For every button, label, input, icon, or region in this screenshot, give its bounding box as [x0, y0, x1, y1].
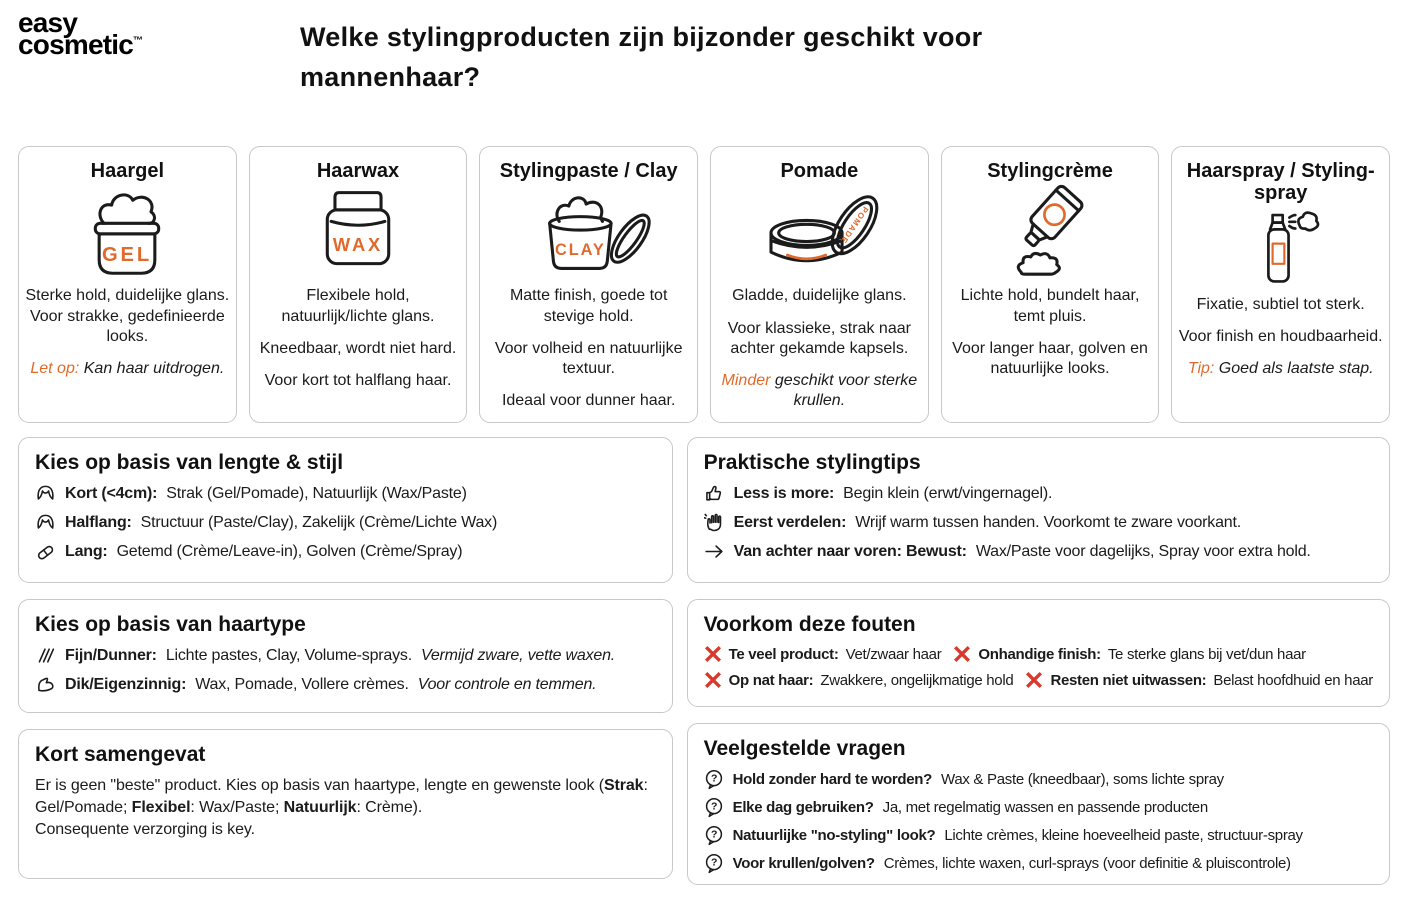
card-title: Haarwax — [316, 160, 400, 182]
item-text: Vet/zwaar haar — [845, 645, 942, 663]
item-text: Belast hoofdhuid en haar — [1213, 671, 1373, 689]
item-label: Halflang: — [65, 513, 132, 531]
faq-item — [704, 825, 1373, 846]
svg-text:POMADE: POMADE — [838, 205, 871, 246]
section-length-style — [18, 437, 673, 583]
section-mistakes — [687, 599, 1390, 707]
header — [0, 0, 1408, 146]
item-text: Lichte pastes, Clay, Volume-sprays. — [165, 646, 412, 664]
card-haarwax — [249, 146, 468, 423]
item-text: Wax, Pomade, Vollere crèmes. — [195, 675, 409, 693]
list-item — [35, 645, 656, 666]
svg-text:GEL: GEL — [102, 244, 153, 267]
faq-answer: Wax & Paste (kneedbaar), soms lichte spray — [941, 770, 1224, 788]
note-label: Minder — [721, 371, 771, 389]
item-label: Onhandige finish: — [978, 645, 1101, 663]
x-mark-icon — [704, 645, 722, 663]
mistake-item — [704, 671, 1014, 689]
wax-jar-icon — [256, 182, 461, 280]
card-text: Matte finish, goede tot stevige hold. — [509, 287, 668, 325]
card-text: Kneedbaar, wordt niet hard. — [259, 339, 457, 357]
question-bubble-icon — [704, 797, 724, 818]
gel-jar-icon — [25, 182, 230, 280]
card-text: Voor volheid en natuurlijke textuur. — [494, 339, 683, 377]
cream-tube-icon — [948, 182, 1153, 280]
waving-hand-icon — [704, 512, 725, 533]
section-title: Kies op basis van haartype — [35, 613, 306, 636]
fine-lines-icon — [35, 645, 56, 666]
card-stylingpaste-clay — [479, 146, 698, 423]
logo-line1: easy — [18, 7, 78, 38]
section-faq — [687, 723, 1390, 885]
short-hair-icon — [35, 483, 56, 504]
easycosmetic-logo — [18, 7, 143, 61]
faq-item — [704, 853, 1373, 874]
card-note — [717, 371, 922, 411]
card-title: Pomade — [780, 160, 859, 182]
faq-item — [704, 797, 1373, 818]
note-text: Goed als laatste stap. — [1218, 360, 1374, 378]
list-item — [35, 674, 656, 695]
mistake-item — [704, 645, 942, 663]
list-item — [704, 512, 1373, 533]
list-item — [35, 512, 656, 533]
item-label: Eerst verdelen: — [733, 513, 847, 531]
info-sections — [18, 437, 1390, 885]
card-haarspray — [1171, 146, 1390, 423]
card-text: Fixatie, subtiel tot sterk. — [1196, 295, 1365, 313]
note-label: Let op: — [30, 359, 80, 377]
card-stylingcreme — [941, 146, 1160, 423]
faq-answer: Crèmes, lichte waxen, curl-sprays (voor definitie & pluiscontrole) — [883, 854, 1291, 872]
card-text: Sterke hold, duidelijke glans. Voor strakke, gedefinieerde looks. — [25, 287, 230, 345]
section-title: Kies op basis van lengte & stijl — [35, 451, 344, 474]
faq-item — [704, 769, 1373, 790]
item-label: Resten niet uitwassen: — [1050, 671, 1207, 689]
item-text: Zwakkere, ongelijkmatige hold — [820, 671, 1014, 689]
card-title: Stylingcrème — [987, 160, 1113, 182]
left-column — [18, 437, 673, 885]
mistakes-row — [704, 645, 1373, 663]
card-title: Haarspray / Styling-spray — [1186, 160, 1375, 205]
svg-text:?: ? — [710, 800, 717, 813]
arrow-right-icon — [704, 541, 725, 562]
item-italic: Vermijd zware, vette waxen. — [420, 646, 616, 664]
item-text: Te sterke glans bij vet/dun haar — [1107, 645, 1306, 663]
card-text: Voor kort tot halflang haar. — [264, 371, 452, 389]
item-text: Getemd (Crème/Leave-in), Golven (Crème/Spray) — [116, 542, 463, 560]
item-label: Lang: — [65, 542, 108, 560]
card-title: Haargel — [90, 160, 165, 182]
card-text: Voor klassieke, strak naar achter gekamde kapsels. — [727, 319, 911, 357]
card-note — [1178, 359, 1383, 379]
card-pomade — [710, 146, 929, 423]
item-italic: Voor controle en temmen. — [417, 675, 597, 693]
section-hairtype — [18, 599, 673, 713]
item-text: Wrijf warm tussen handen. Voorkomt te zware voorkant. — [855, 513, 1241, 531]
svg-text:WAX: WAX — [332, 234, 384, 256]
summary-text: Er is geen "beste" product. Kies op basis van haartype, lengte en gewenste look (Strak: Gel/Pomade; Flexibel: Wax/Paste; Natuurlijk: Crème). Consequente verzorging is key. — [35, 777, 648, 839]
section-summary — [18, 729, 673, 879]
svg-text:?: ? — [710, 856, 717, 869]
spray-can-icon — [1178, 205, 1383, 289]
mistake-item — [1025, 671, 1373, 689]
faq-answer: Ja, met regelmatig wassen en passende producten — [882, 798, 1208, 816]
svg-text:?: ? — [710, 772, 717, 785]
x-mark-icon — [953, 645, 971, 663]
section-title: Praktische stylingtips — [703, 451, 921, 474]
logo-line2: cosmetic™ — [18, 29, 143, 61]
mistakes-row — [704, 671, 1373, 689]
x-mark-icon — [704, 671, 722, 689]
item-text: Structuur (Paste/Clay), Zakelijk (Crème/Lichte Wax) — [140, 513, 498, 531]
item-label: Dik/Eigenzinnig: — [65, 675, 187, 693]
item-text: Begin klein (erwt/vingernagel). — [843, 484, 1053, 502]
list-item — [35, 541, 656, 562]
card-text: Lichte hold, bundelt haar, temt pluis. — [960, 287, 1140, 325]
product-cards-row — [18, 146, 1390, 423]
thumbs-up-icon — [704, 483, 725, 504]
card-text: Gladde, duidelijke glans. — [732, 287, 907, 305]
section-title: Voorkom deze fouten — [703, 613, 916, 636]
right-column — [687, 437, 1390, 885]
x-mark-icon — [1025, 671, 1043, 689]
card-title: Stylingpaste / Clay — [499, 160, 678, 182]
trademark-symbol: ™ — [133, 36, 143, 48]
clay-jar-icon — [486, 182, 691, 280]
list-item — [35, 483, 656, 504]
faq-answer: Lichte crèmes, kleine hoeveelheid paste, structuur-spray — [944, 826, 1303, 844]
medium-hair-icon — [35, 512, 56, 533]
item-text: Strak (Gel/Pomade), Natuurlijk (Wax/Paste) — [166, 484, 467, 502]
section-title: Kort samengevat — [35, 743, 206, 766]
note-text: geschikt voor sterke krullen. — [774, 371, 918, 410]
question-bubble-icon — [704, 853, 724, 874]
section-title: Veelgestelde vragen — [703, 737, 906, 760]
card-note — [25, 359, 230, 379]
item-label: Less is more: — [733, 484, 835, 502]
faq-question: Elke dag gebruiken? — [732, 798, 874, 816]
card-haargel — [18, 146, 237, 423]
mistake-item — [953, 645, 1305, 663]
item-text: Wax/Paste voor dagelijks, Spray voor extra hold. — [975, 542, 1311, 560]
pomade-tin-icon — [717, 182, 922, 280]
item-label: Op nat haar: — [728, 671, 814, 689]
list-item — [704, 483, 1373, 504]
item-label: Kort (<4cm): — [65, 484, 158, 502]
svg-text:CLAY: CLAY — [554, 241, 606, 260]
section-tips — [687, 437, 1390, 583]
question-bubble-icon — [704, 825, 724, 846]
biceps-icon — [35, 674, 56, 695]
card-text: Flexibele hold, natuurlijk/lichte glans. — [281, 287, 435, 325]
svg-text:?: ? — [710, 828, 717, 841]
faq-question: Hold zonder hard te worden? — [732, 770, 933, 788]
faq-question: Natuurlijke "no-styling" look? — [732, 826, 936, 844]
card-text: Voor finish en houdbaarheid. — [1178, 327, 1383, 345]
card-text: Voor langer haar, golven en natuurlijke looks. — [952, 339, 1148, 377]
item-label: Van achter naar voren: Bewust: — [733, 542, 967, 560]
note-text: Kan haar uitdrogen. — [83, 359, 225, 377]
page-title: Welke stylingproducten zijn bijzonder geschikt voor mannenhaar? — [300, 22, 983, 92]
hair-strand-icon — [35, 541, 56, 562]
list-item — [704, 541, 1373, 562]
card-text: Ideaal voor dunner haar. — [501, 392, 676, 410]
item-label: Te veel product: — [728, 645, 839, 663]
item-label: Fijn/Dunner: — [65, 646, 157, 664]
note-label: Tip: — [1187, 360, 1215, 378]
faq-question: Voor krullen/golven? — [732, 854, 875, 872]
question-bubble-icon — [704, 769, 724, 790]
